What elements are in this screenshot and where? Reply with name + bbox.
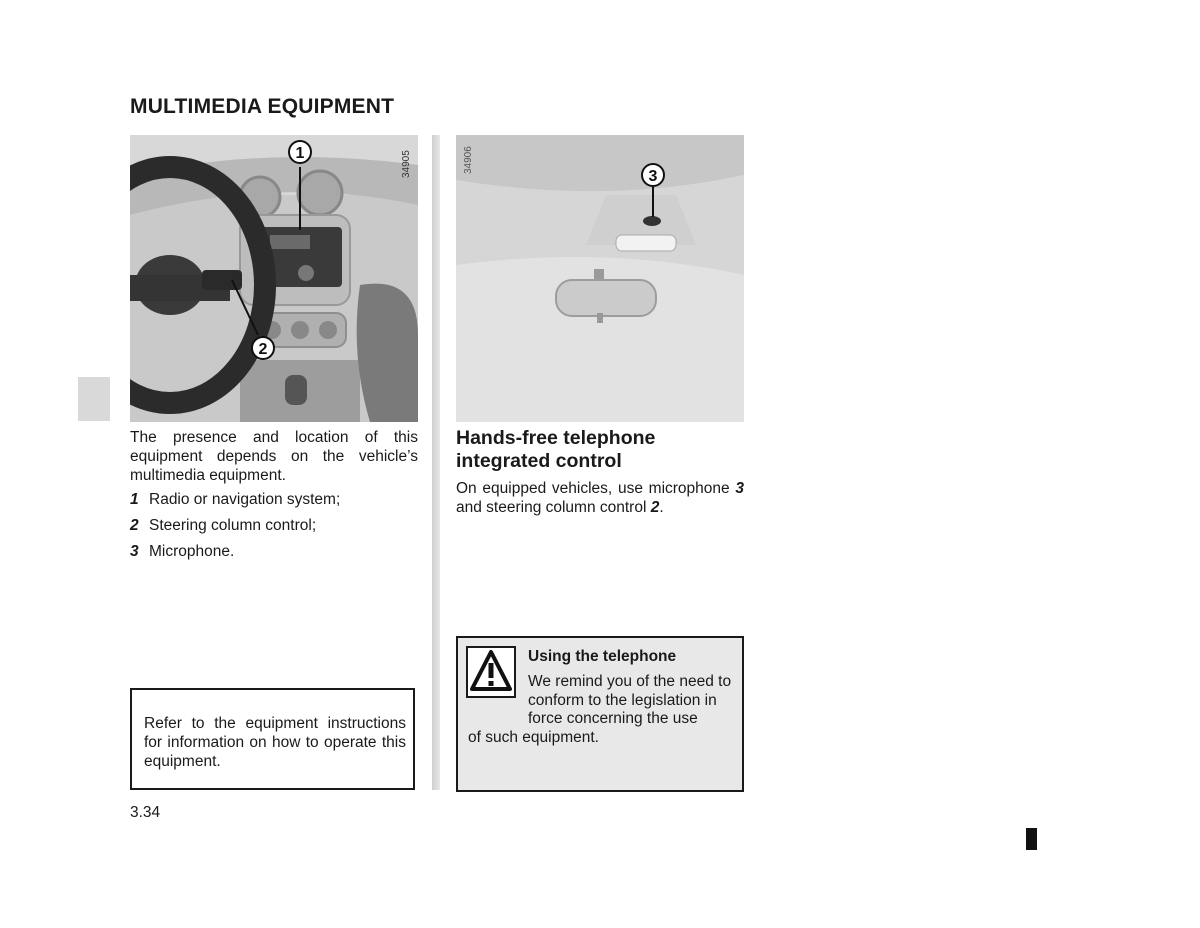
page-number: 3.34 — [130, 804, 161, 821]
page-title: MULTIMEDIA EQUIPMENT — [130, 95, 395, 118]
figure-code-left: 34905 — [401, 150, 412, 178]
info-note-text: Refer to the equipment instructions for information on how to operate this equipment. — [144, 715, 406, 770]
page-edge-marker — [1026, 828, 1037, 850]
warning-body-tail: of such equipment. — [468, 729, 599, 746]
warning-title: Using the telephone — [528, 648, 677, 665]
warning-body: We remind you of the need to conform to the legislation in force concerning the use — [528, 673, 732, 727]
list-item: 3 Microphone. — [130, 543, 235, 560]
section-tab — [78, 377, 110, 421]
callout-3: 3 — [648, 168, 658, 185]
equipment-list — [130, 490, 340, 568]
callout-2: 2 — [258, 341, 268, 358]
hands-free-paragraph: On equipped vehicles, use microphone 3 and steering column control 2. — [456, 480, 744, 516]
list-item: 2 Steering column control; — [130, 517, 317, 534]
column-divider — [432, 135, 440, 790]
list-item: 1 Radio or navigation system; — [130, 491, 341, 508]
section-heading: Hands-free telephone integrated control — [456, 427, 656, 472]
warning-triangle-icon — [466, 646, 516, 698]
dashboard-photo — [130, 135, 418, 422]
figure-code-right: 34906 — [463, 146, 474, 174]
warning-box — [456, 636, 744, 792]
intro-paragraph: The presence and location of this equipment depends on the vehicle’s multimedia equipment. — [130, 429, 418, 484]
ceiling-photo — [456, 135, 744, 422]
info-note-box — [130, 688, 415, 790]
callout-1: 1 — [295, 145, 305, 162]
